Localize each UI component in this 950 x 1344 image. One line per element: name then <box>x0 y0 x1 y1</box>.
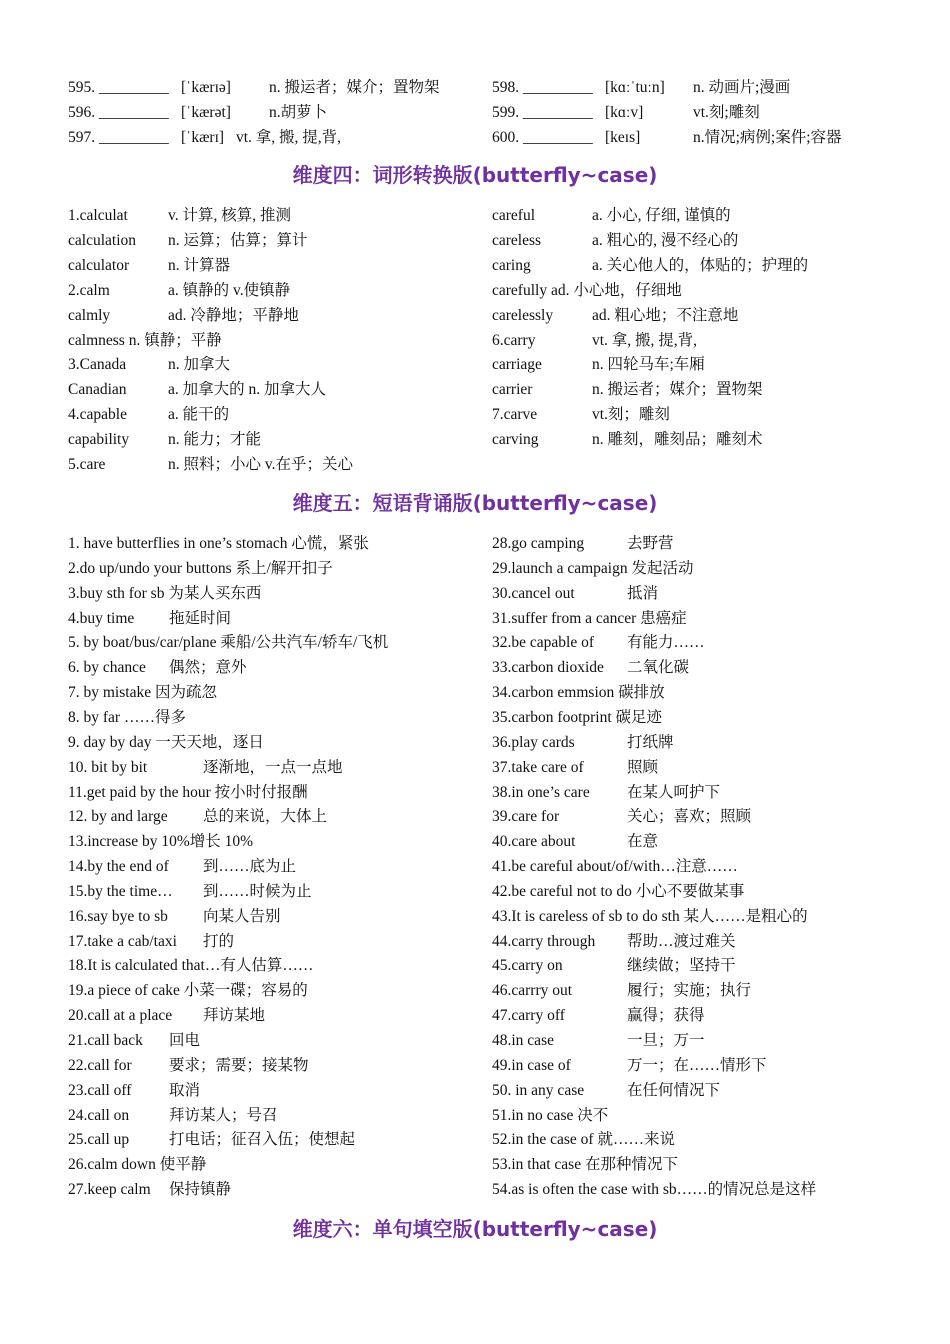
phrase: 20.call at a place <box>68 1007 173 1025</box>
phrase: 16.say bye to sb <box>68 907 168 925</box>
phrase: 13.increase by 10%增长 10% <box>68 833 254 851</box>
phrase: 29.launch a campaign 发起活动 <box>492 559 694 577</box>
phrase-meaning: 照顾 <box>627 758 659 776</box>
phrase-meaning: 取消 <box>169 1081 201 1099</box>
word-form: 6.carry <box>492 331 536 349</box>
vocab-phonetic: [ˈkærɪə] <box>181 79 231 96</box>
word-meaning: a. 关心他人的，体贴的；护理的 <box>592 256 809 274</box>
phrase-meaning: 到……时候为止 <box>203 882 312 900</box>
phrase: 11.get paid by the hour 按小时付报酬 <box>68 783 308 801</box>
phrase-meaning: 到……底为止 <box>203 858 297 876</box>
word-form: carefully ad. 小心地，仔细地 <box>492 281 682 299</box>
phrase-meaning: 去野营 <box>627 535 674 552</box>
phrase: 27.keep calm <box>68 1181 151 1199</box>
phrase: 39.care for <box>492 808 560 826</box>
phrase-meaning: 回电 <box>169 1032 201 1049</box>
vocab-meaning: n. 搬运者；媒介；置物架 <box>269 79 440 96</box>
phrase-meaning: 要求；需要；接某物 <box>169 1056 309 1074</box>
vocab-phonetic: [keɪs] <box>605 129 641 146</box>
phrase-meaning: 二氧化碳 <box>627 659 690 677</box>
phrase: 8. by far ……得多 <box>68 708 186 726</box>
phrase: 1. have butterflies in one’s stomach 心慌，紧张 <box>68 535 369 552</box>
vocab-meaning: n.情况;病例;案件;容器 <box>693 129 842 146</box>
phrase-meaning: 保持镇静 <box>169 1181 232 1199</box>
phrase: 24.call on <box>68 1106 130 1124</box>
phrase-meaning: 有能力…… <box>627 634 705 652</box>
word-meaning: n. 雕刻，雕刻品；雕刻术 <box>592 431 763 449</box>
vocab-phonetic: [kɑːˈtuːn] <box>605 79 665 96</box>
phrase: 47.carry off <box>492 1007 565 1025</box>
word-form: carriage <box>492 356 542 374</box>
phrase-meaning: 总的来说，大体上 <box>203 808 328 826</box>
word-meaning: n. 四轮马车;车厢 <box>592 356 705 374</box>
word-form: calmly <box>68 306 111 324</box>
phrase: 50. in any case <box>492 1081 585 1099</box>
word-form: 4.capable <box>68 406 127 424</box>
word-meaning: a. 粗心的, 漫不经心的 <box>592 231 739 249</box>
phrase: 42.be careful not to do 小心不要做某事 <box>492 882 745 900</box>
word-meaning: n. 加拿大 <box>168 356 231 374</box>
phrase: 44.carry through <box>492 932 596 950</box>
phrase: 36.play cards <box>492 733 575 751</box>
phrase-meaning: 拜访某人；号召 <box>169 1106 278 1124</box>
phrase: 33.carbon dioxide <box>492 659 604 677</box>
phrase: 46.carrry out <box>492 982 573 1000</box>
phrase: 10. bit by bit <box>68 758 148 776</box>
phrase: 26.calm down 使平静 <box>68 1156 207 1174</box>
phrase: 5. by boat/bus/car/plane 乘船/公共汽车/轿车/飞机 <box>68 634 389 652</box>
word-meaning: n. 能力；才能 <box>168 431 262 449</box>
phrase: 18.It is calculated that…有人估算…… <box>68 957 314 975</box>
word-form: carelessly <box>492 306 554 324</box>
vocab-phonetic: [ˈkærɪ] <box>181 129 225 146</box>
word-meaning: vt. 拿, 搬, 提,背, <box>592 331 698 349</box>
word-form: capability <box>68 431 130 449</box>
word-form: 1.calculat <box>68 207 128 224</box>
phrase-meaning: 抵消 <box>627 584 659 602</box>
phrase: 32.be capable of <box>492 634 594 652</box>
word-meaning: ad. 粗心地；不注意地 <box>592 306 739 324</box>
phrase-meaning: 拜访某地 <box>203 1007 266 1025</box>
phrase: 9. day by day 一天天地，逐日 <box>68 733 264 751</box>
word-form: 7.carve <box>492 406 538 424</box>
phrase: 4.buy time <box>68 609 135 627</box>
phrase-meaning: 打的 <box>203 932 235 950</box>
word-meaning: n. 照料；小心 v.在乎；关心 <box>168 456 353 473</box>
phrase-meaning: 万一；在……情形下 <box>627 1056 767 1074</box>
phrase: 7. by mistake 因为疏忽 <box>68 684 217 702</box>
word-form: Canadian <box>68 381 127 399</box>
word-form: calculation <box>68 231 136 249</box>
phrase: 48.in case <box>492 1032 554 1049</box>
phrase: 6. by chance <box>68 659 146 677</box>
phrase: 14.by the end of <box>68 858 169 876</box>
phrase-meaning: 打电话；征召入伍；使想起 <box>169 1131 356 1149</box>
word-form: calmness n. 镇静；平静 <box>68 331 222 349</box>
vocab-phonetic: [ˈkærət] <box>181 104 231 121</box>
phrase: 17.take a cab/taxi <box>68 932 177 950</box>
word-form: 3.Canada <box>68 356 127 374</box>
phrase: 43.It is careless of sb to do sth 某人……是粗心的 <box>492 907 808 925</box>
phrase: 51.in no case 决不 <box>492 1106 609 1124</box>
phrase-meaning: 逐渐地，一点一点地 <box>203 758 343 776</box>
phrase: 54.as is often the case with sb……的情况总是这样 <box>492 1181 817 1199</box>
word-meaning: a. 镇静的 v.使镇静 <box>168 281 291 299</box>
vocab-blank: 600. _________ <box>492 129 593 146</box>
vocab-blank: 595. _________ <box>68 79 169 96</box>
phrase-meaning: 帮助…渡过难关 <box>627 932 736 950</box>
vocab-blank: 597. _________ <box>68 129 169 146</box>
word-meaning: a. 能干的 <box>168 406 230 424</box>
phrase: 53.in that case 在那种情况下 <box>492 1156 678 1174</box>
word-meaning: n. 搬运者；媒介；置物架 <box>592 381 763 399</box>
vocab-blank: 598. _________ <box>492 79 593 96</box>
phrase-meaning: 拖延时间 <box>169 609 232 627</box>
section-title: 维度六：单句填空版(butterfly~case) <box>292 1217 658 1241</box>
word-meaning: v. 计算, 核算, 推测 <box>168 207 291 224</box>
phrase: 23.call off <box>68 1081 132 1099</box>
phrase: 52.in the case of 就……来说 <box>492 1131 675 1149</box>
phrase-meaning: 偶然；意外 <box>169 659 247 677</box>
word-form: careless <box>492 231 542 249</box>
word-meaning: vt.刻；雕刻 <box>592 406 670 424</box>
phrase: 34.carbon emmsion 碳排放 <box>492 684 665 702</box>
phrase-meaning: 在意 <box>627 833 659 851</box>
vocab-blank: 599. _________ <box>492 104 593 121</box>
vocab-meaning: n.胡萝卜 <box>269 104 328 121</box>
vocab-meaning: n. 动画片;漫画 <box>693 79 791 96</box>
phrase: 28.go camping <box>492 535 585 552</box>
phrase: 25.call up <box>68 1131 130 1149</box>
phrase-meaning: 打纸牌 <box>627 733 674 751</box>
phrase-meaning: 向某人告别 <box>203 907 281 925</box>
phrase-meaning: 在任何情况下 <box>627 1081 721 1099</box>
vocab-meaning: vt.刻;雕刻 <box>693 104 760 121</box>
phrase: 2.do up/undo your buttons 系上/解开扣子 <box>68 559 333 577</box>
phrase-meaning: 履行；实施；执行 <box>627 982 752 1000</box>
phrase: 49.in case of <box>492 1056 571 1074</box>
phrase: 12. by and large <box>68 808 168 826</box>
phrase-meaning: 继续做；坚持干 <box>627 957 736 975</box>
word-meaning: ad. 冷静地；平静地 <box>168 306 299 324</box>
phrase: 21.call back <box>68 1032 143 1049</box>
section-title: 维度五：短语背诵版(butterfly~case) <box>292 491 658 515</box>
vocab-meaning: vt. 拿, 搬, 提,背, <box>236 129 342 146</box>
word-form: 2.calm <box>68 281 110 299</box>
phrase: 37.take care of <box>492 758 584 776</box>
phrase: 35.carbon footprint 碳足迹 <box>492 708 663 726</box>
phrase: 40.care about <box>492 833 576 851</box>
word-form: carving <box>492 431 539 449</box>
phrase: 31.suffer from a cancer 患癌症 <box>492 609 687 627</box>
phrase: 30.cancel out <box>492 584 575 602</box>
phrase: 19.a piece of cake 小菜一碟；容易的 <box>68 982 308 1000</box>
phrase: 45.carry on <box>492 957 563 975</box>
phrase: 15.by the time… <box>68 882 173 900</box>
phrase-meaning: 赢得；获得 <box>627 1007 705 1025</box>
word-form: carrier <box>492 381 533 399</box>
word-form: calculator <box>68 256 130 274</box>
word-form: careful <box>492 207 536 224</box>
phrase-meaning: 关心；喜欢；照顾 <box>627 808 752 826</box>
word-meaning: a. 加拿大的 n. 加拿大人 <box>168 381 327 399</box>
phrase: 22.call for <box>68 1056 132 1074</box>
word-meaning: n. 计算器 <box>168 256 231 274</box>
vocab-blank: 596. _________ <box>68 104 169 121</box>
word-meaning: a. 小心, 仔细, 谨慎的 <box>592 207 731 224</box>
word-meaning: n. 运算；估算；算计 <box>168 231 308 249</box>
phrase-meaning: 在某人呵护下 <box>627 783 721 801</box>
vocab-phonetic: [kɑːv] <box>605 104 644 121</box>
phrase: 41.be careful about/of/with…注意…… <box>492 858 738 876</box>
phrase: 3.buy sth for sb 为某人买东西 <box>68 584 262 602</box>
word-form: 5.care <box>68 456 106 473</box>
phrase: 38.in one’s care <box>492 783 590 801</box>
word-form: caring <box>492 256 531 274</box>
section-title: 维度四：词形转换版(butterfly~case) <box>292 163 658 187</box>
phrase-meaning: 一旦；万一 <box>627 1032 705 1049</box>
